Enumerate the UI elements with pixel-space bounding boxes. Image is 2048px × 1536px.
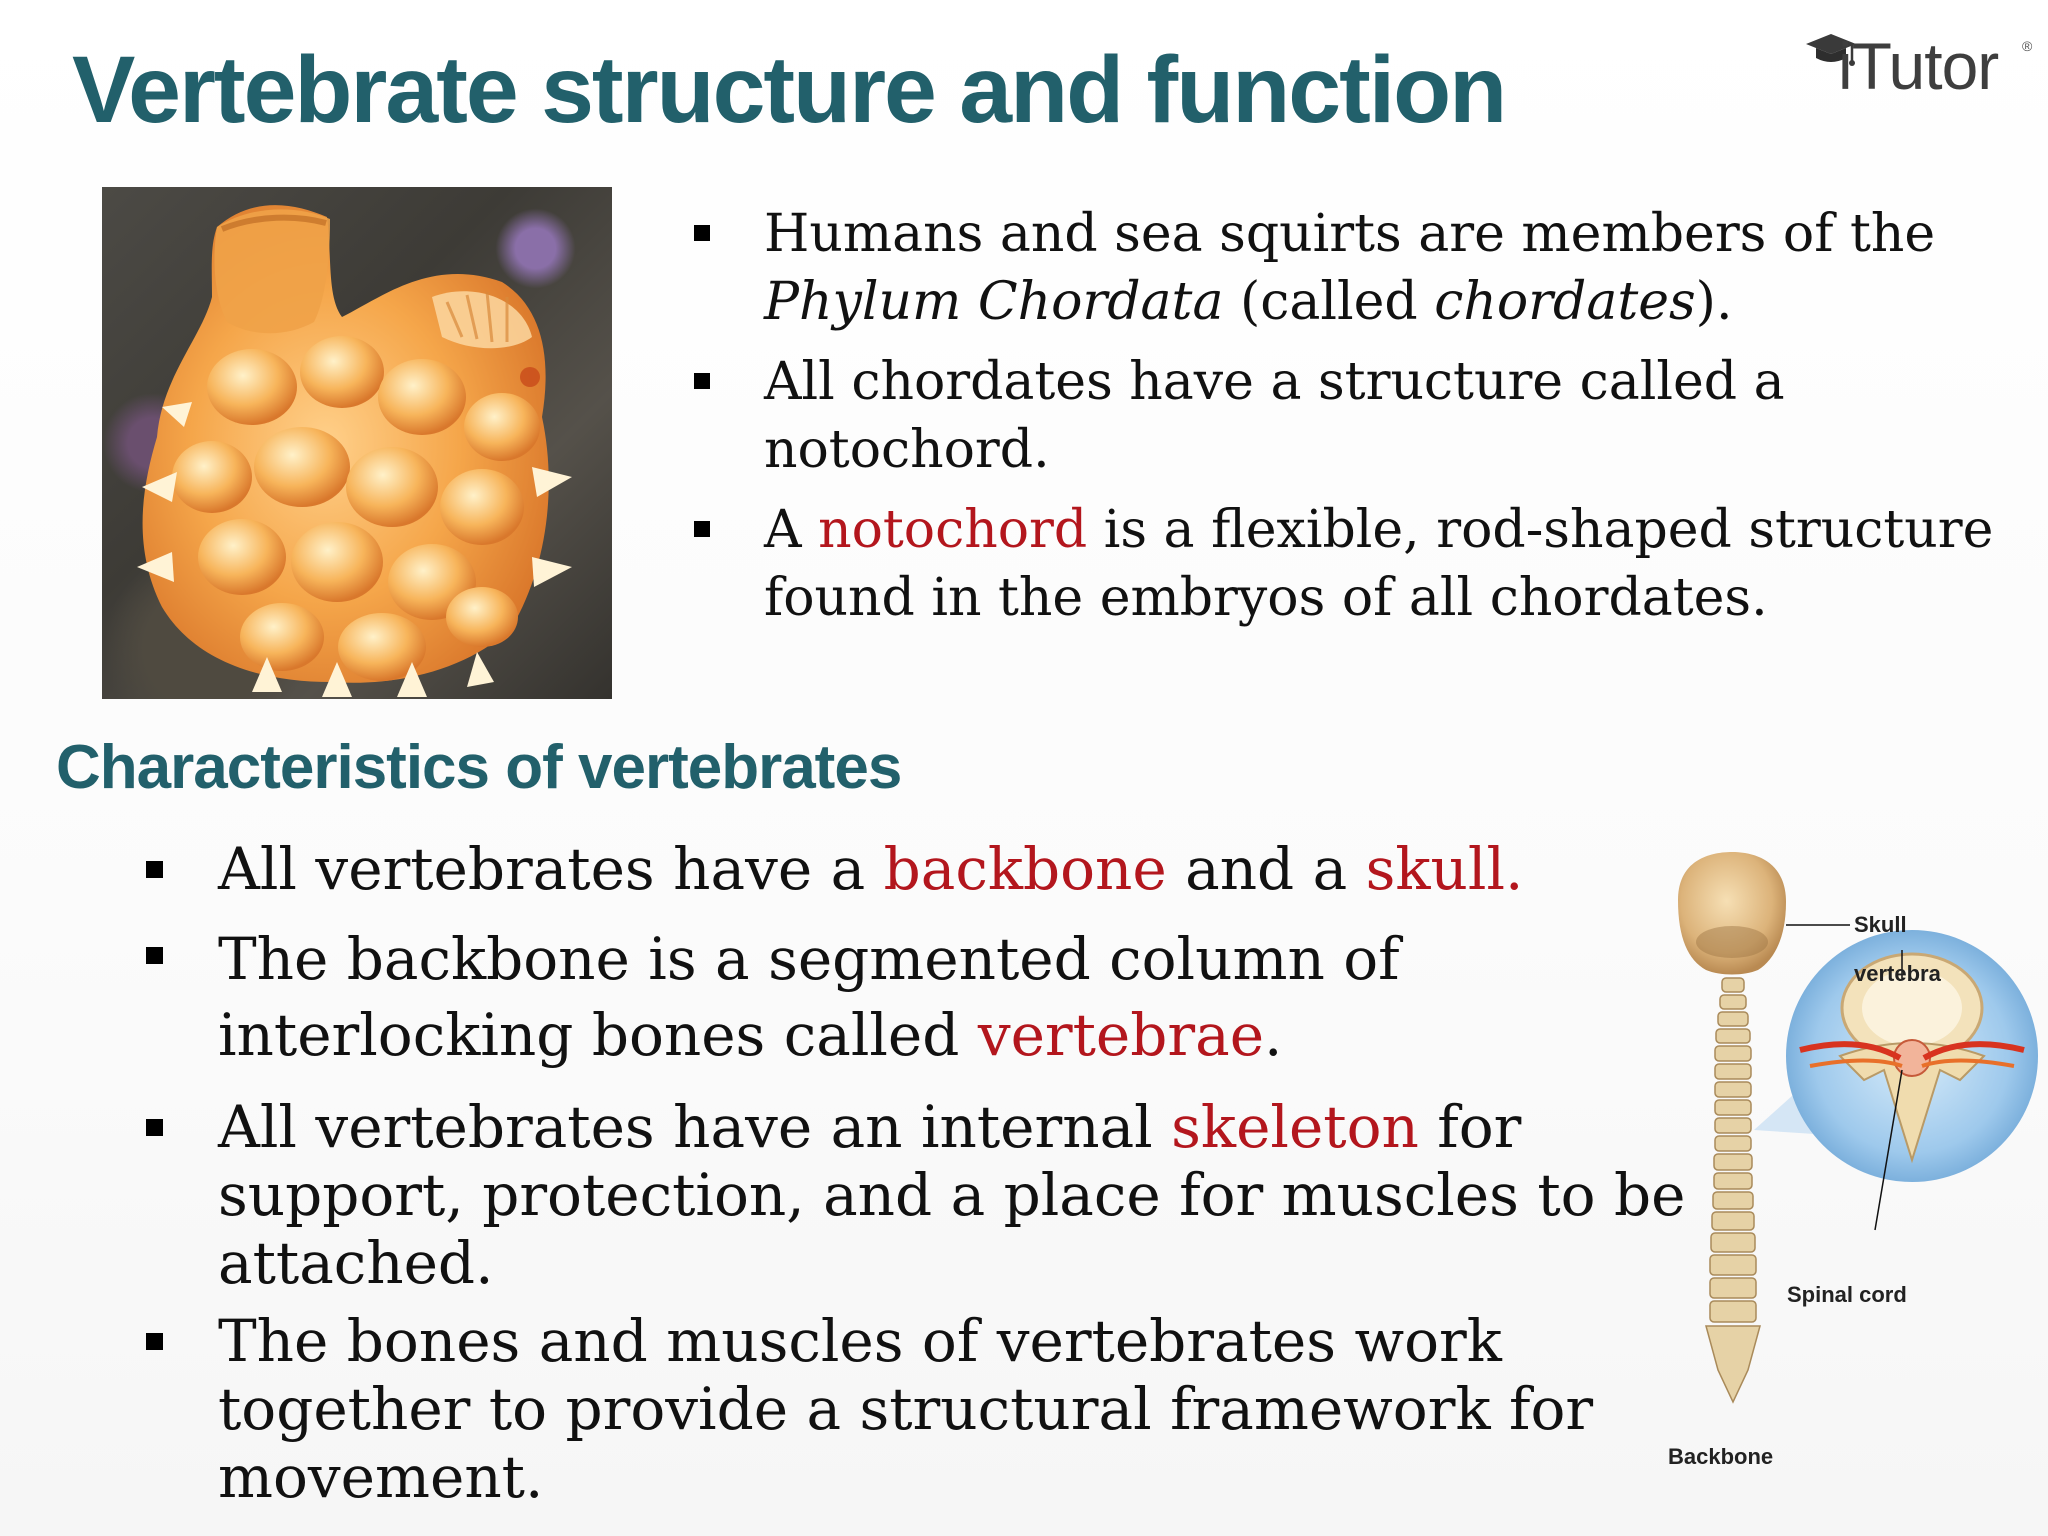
bullet-item (690, 496, 2010, 632)
square-bullet (694, 225, 710, 241)
highlight-term: skeleton (1171, 1093, 1419, 1161)
square-bullet (694, 521, 710, 537)
label-spinal-cord: Spinal cord (1787, 1282, 1907, 1307)
vertebrate-bullet-list (146, 835, 1686, 1511)
bullet-item (146, 1307, 1668, 1511)
bullet-item (690, 200, 2010, 336)
sea-squirt-photo (102, 187, 612, 699)
sea-squirt-illustration (102, 187, 612, 699)
bullet-text: All vertebrates have a backbone and a skull. (218, 835, 1524, 903)
bullet-item (146, 1093, 1738, 1297)
highlight-term: backbone (883, 835, 1167, 903)
registered-mark: ® (2022, 38, 2033, 54)
backbone-diagram (1640, 830, 2048, 1480)
bullet-text: A notochord is a flexible, rod-shaped structure found in the embryos of all chordates. (764, 500, 1994, 628)
square-bullet (146, 1333, 163, 1350)
label-skull: Skull (1854, 912, 1907, 937)
square-bullet (146, 861, 163, 878)
label-backbone: Backbone (1668, 1444, 1774, 1469)
bullet-item (690, 348, 2010, 484)
label-vertebra: vertebra (1854, 961, 1941, 986)
bullet-text: All vertebrates have an internal skeleton for support, protection, and a place for muscles to be attached. (218, 1093, 1686, 1297)
square-bullet (694, 373, 710, 389)
highlight-term: notochord (818, 500, 1088, 560)
notochord-bullet-list (690, 200, 2010, 644)
highlight-term: vertebrae (977, 1001, 1265, 1069)
square-bullet (146, 947, 163, 964)
section-subheading: Characteristics of vertebrates (56, 733, 902, 802)
highlight-term: skull. (1365, 835, 1524, 903)
slide-title: Vertebrate structure and function (72, 37, 1506, 143)
vertebral-column (1706, 978, 1760, 1402)
bullet-text: The bones and muscles of vertebrates work together to provide a structural framework for movement. (218, 1307, 1594, 1511)
bullet-text: Humans and sea squirts are members of the Phylum Chordata (called chordates). (764, 204, 1936, 332)
bullet-text: The backbone is a segmented column of interlocking bones called vertebrae. (218, 925, 1400, 1069)
bullet-item (146, 835, 1666, 903)
bullet-text: All chordates have a structure called a notochord. (764, 352, 1785, 480)
square-bullet (146, 1119, 163, 1136)
itutor-logo (1800, 22, 2040, 112)
logo-text: iTutor (1838, 29, 1999, 103)
bullet-item (146, 921, 1548, 1073)
skull-illustration (1678, 852, 1786, 975)
